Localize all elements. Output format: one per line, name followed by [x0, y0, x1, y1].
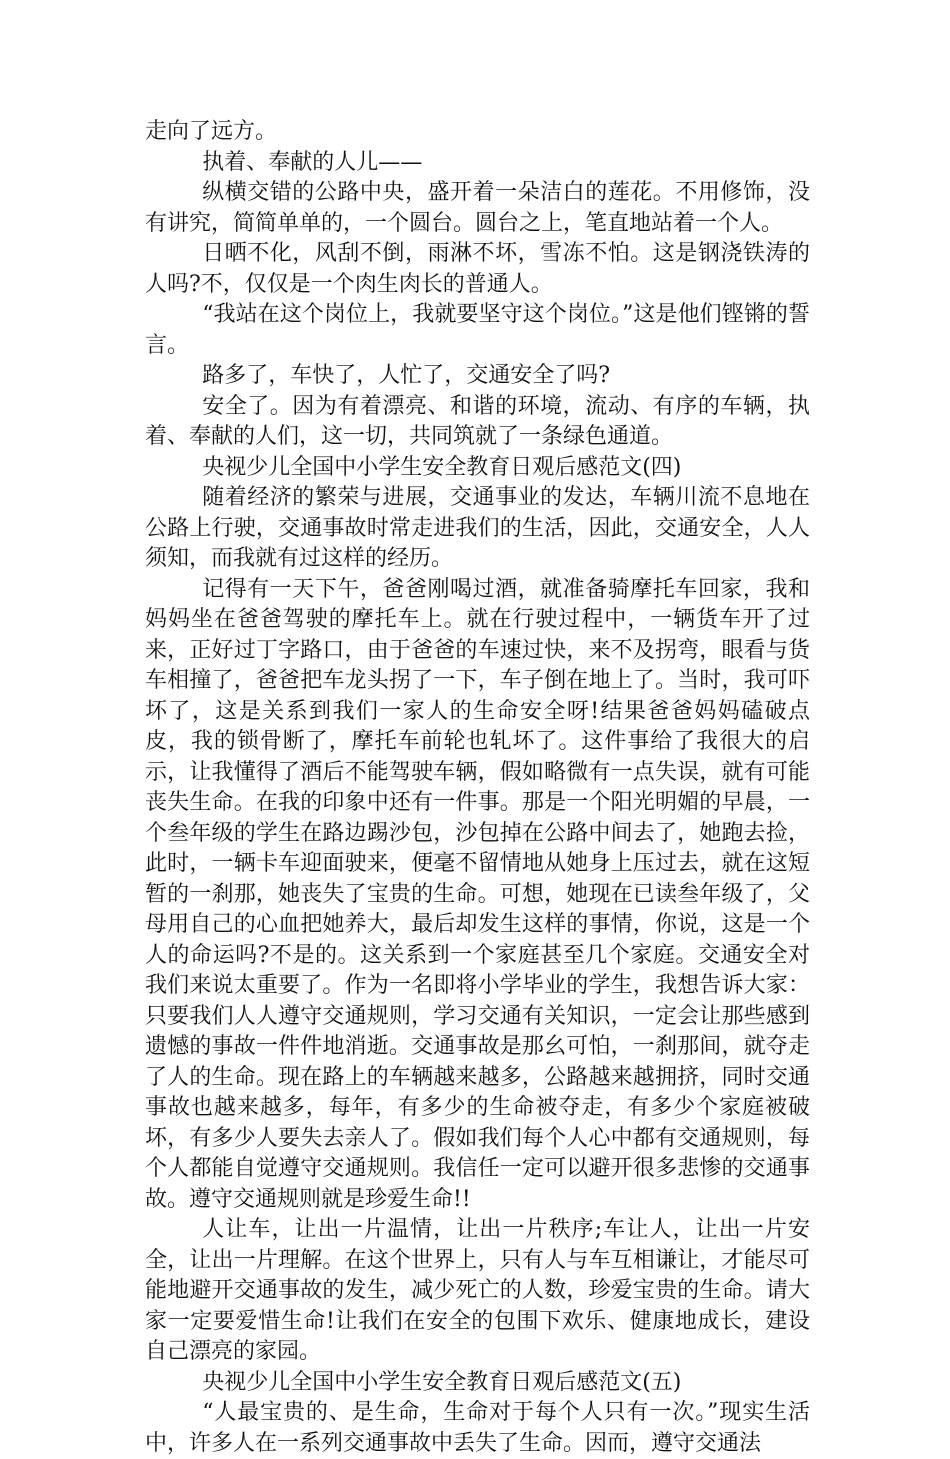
paragraph: 执着、奉献的人儿—— [202, 149, 423, 175]
section-heading: 央视少儿全国中小学生安全教育日观后感范文(四) [202, 454, 682, 480]
paragraph: 记得有一天下午，爸爸刚喝过酒，就准备骑摩托车回家，我和妈妈坐在爸爸驾驶的摩托车上。就在行驶过程中，一辆货车开了过来，正好过丁字路口，由于爸爸的车速过快，来不及拐弯，眼看与货车相撞了，爸爸把车龙头拐了一下，车子倒在地上了。当时，我可吓坏了，这是关系到我们一家人的生命安全呀!结果爸爸妈妈磕破点皮，我的锁骨断了，摩托车前轮也轧坏了。这件事给了我很大的启示，让我懂得了酒后不能驾驶车辆，假如略微有一点失误，就有可能丧失生命。在我的印象中还有一件事。那是一个阳光明媚的早晨，一个叁年级的学生在路边踢沙包，沙包掉在公路中间去了，她跑去捡，此时，一辆卡车迎面驶来，便毫不留情地从她身上压过去，就在这短暂的一刹那，她丧失了宝贵的生命。可想，她现在已读叁年级了，父母用自己的心血把她养大，最后却发生这样的事情，你说，这是一个人的命运吗?不是的。这关系到一个家庭甚至几个家庭。交通安全对我们来说太重要了。作为一名即将小学毕业的学生，我想告诉大家：只要我们人人遵守交通规则，学习交通有关知识，一定会让那些感到遗憾的事故一件件地消逝。交通事故是那幺可怕，一刹那间，就夺走了人的生命。现在路上的车辆越来越多，公路越来越拥挤，同时交通事故也越来越多，每年，有多少的生命被夺走，有多少个家庭被破坏，有多少人要失去亲人了。假如我们每个人心中都有交通规则，每个人都能自觉遵守交通规则。我信任一定可以避开很多悲惨的交通事故。遵守交通规则就是珍爱生命!! [145, 576, 810, 1212]
paragraph: 日晒不化，风刮不倒，雨淋不坏，雪冻不怕。这是钢浇铁涛的人吗?不，仅仅是一个肉生肉长的普通人。 [145, 241, 810, 297]
paragraph: “我站在这个岗位上，我就要坚守这个岗位。”这是他们铿锵的誓言。 [145, 302, 810, 358]
paragraph: 随着经济的繁荣与进展，交通事业的发达，车辆川流不息地在公路上行驶，交通事故时常走进我们的生活，因此，交通安全，人人须知，而我就有过这样的经历。 [145, 485, 810, 571]
paragraph: 纵横交错的公路中央，盛开着一朵洁白的莲花。不用修饰，没有讲究，简简单单的，一个圆台。圆台之上，笔直地站着一个人。 [145, 180, 810, 236]
paragraph: 人让车，让出一片温情，让出一片秩序;车让人，让出一片安全，让出一片理解。在这个世界上，只有人与车互相谦让，才能尽可能地避开交通事故的发生，减少死亡的人数，珍爱宝贵的生命。请大家一定要爱惜生命!让我们在安全的包围下欢乐、健康地成长，建设自己漂亮的家园。 [145, 1217, 810, 1364]
section-heading: 央视少儿全国中小学生安全教育日观后感范文(五) [202, 1369, 682, 1395]
paragraph: “人最宝贵的、是生命，生命对于每个人只有一次。”现实生活中，许多人在一系列交通事故中丢失了生命。因而，遵守交通法 [145, 1400, 810, 1456]
paragraph: 安全了。因为有着漂亮、和谐的环境，流动、有序的车辆，执着、奉献的人们，这一切，共同筑就了一条绿色通道。 [145, 393, 810, 449]
document-body [145, 117, 810, 1459]
paragraph: 走向了远方。 [145, 119, 278, 144]
paragraph: 路多了，车快了，人忙了，交通安全了吗? [202, 363, 610, 388]
